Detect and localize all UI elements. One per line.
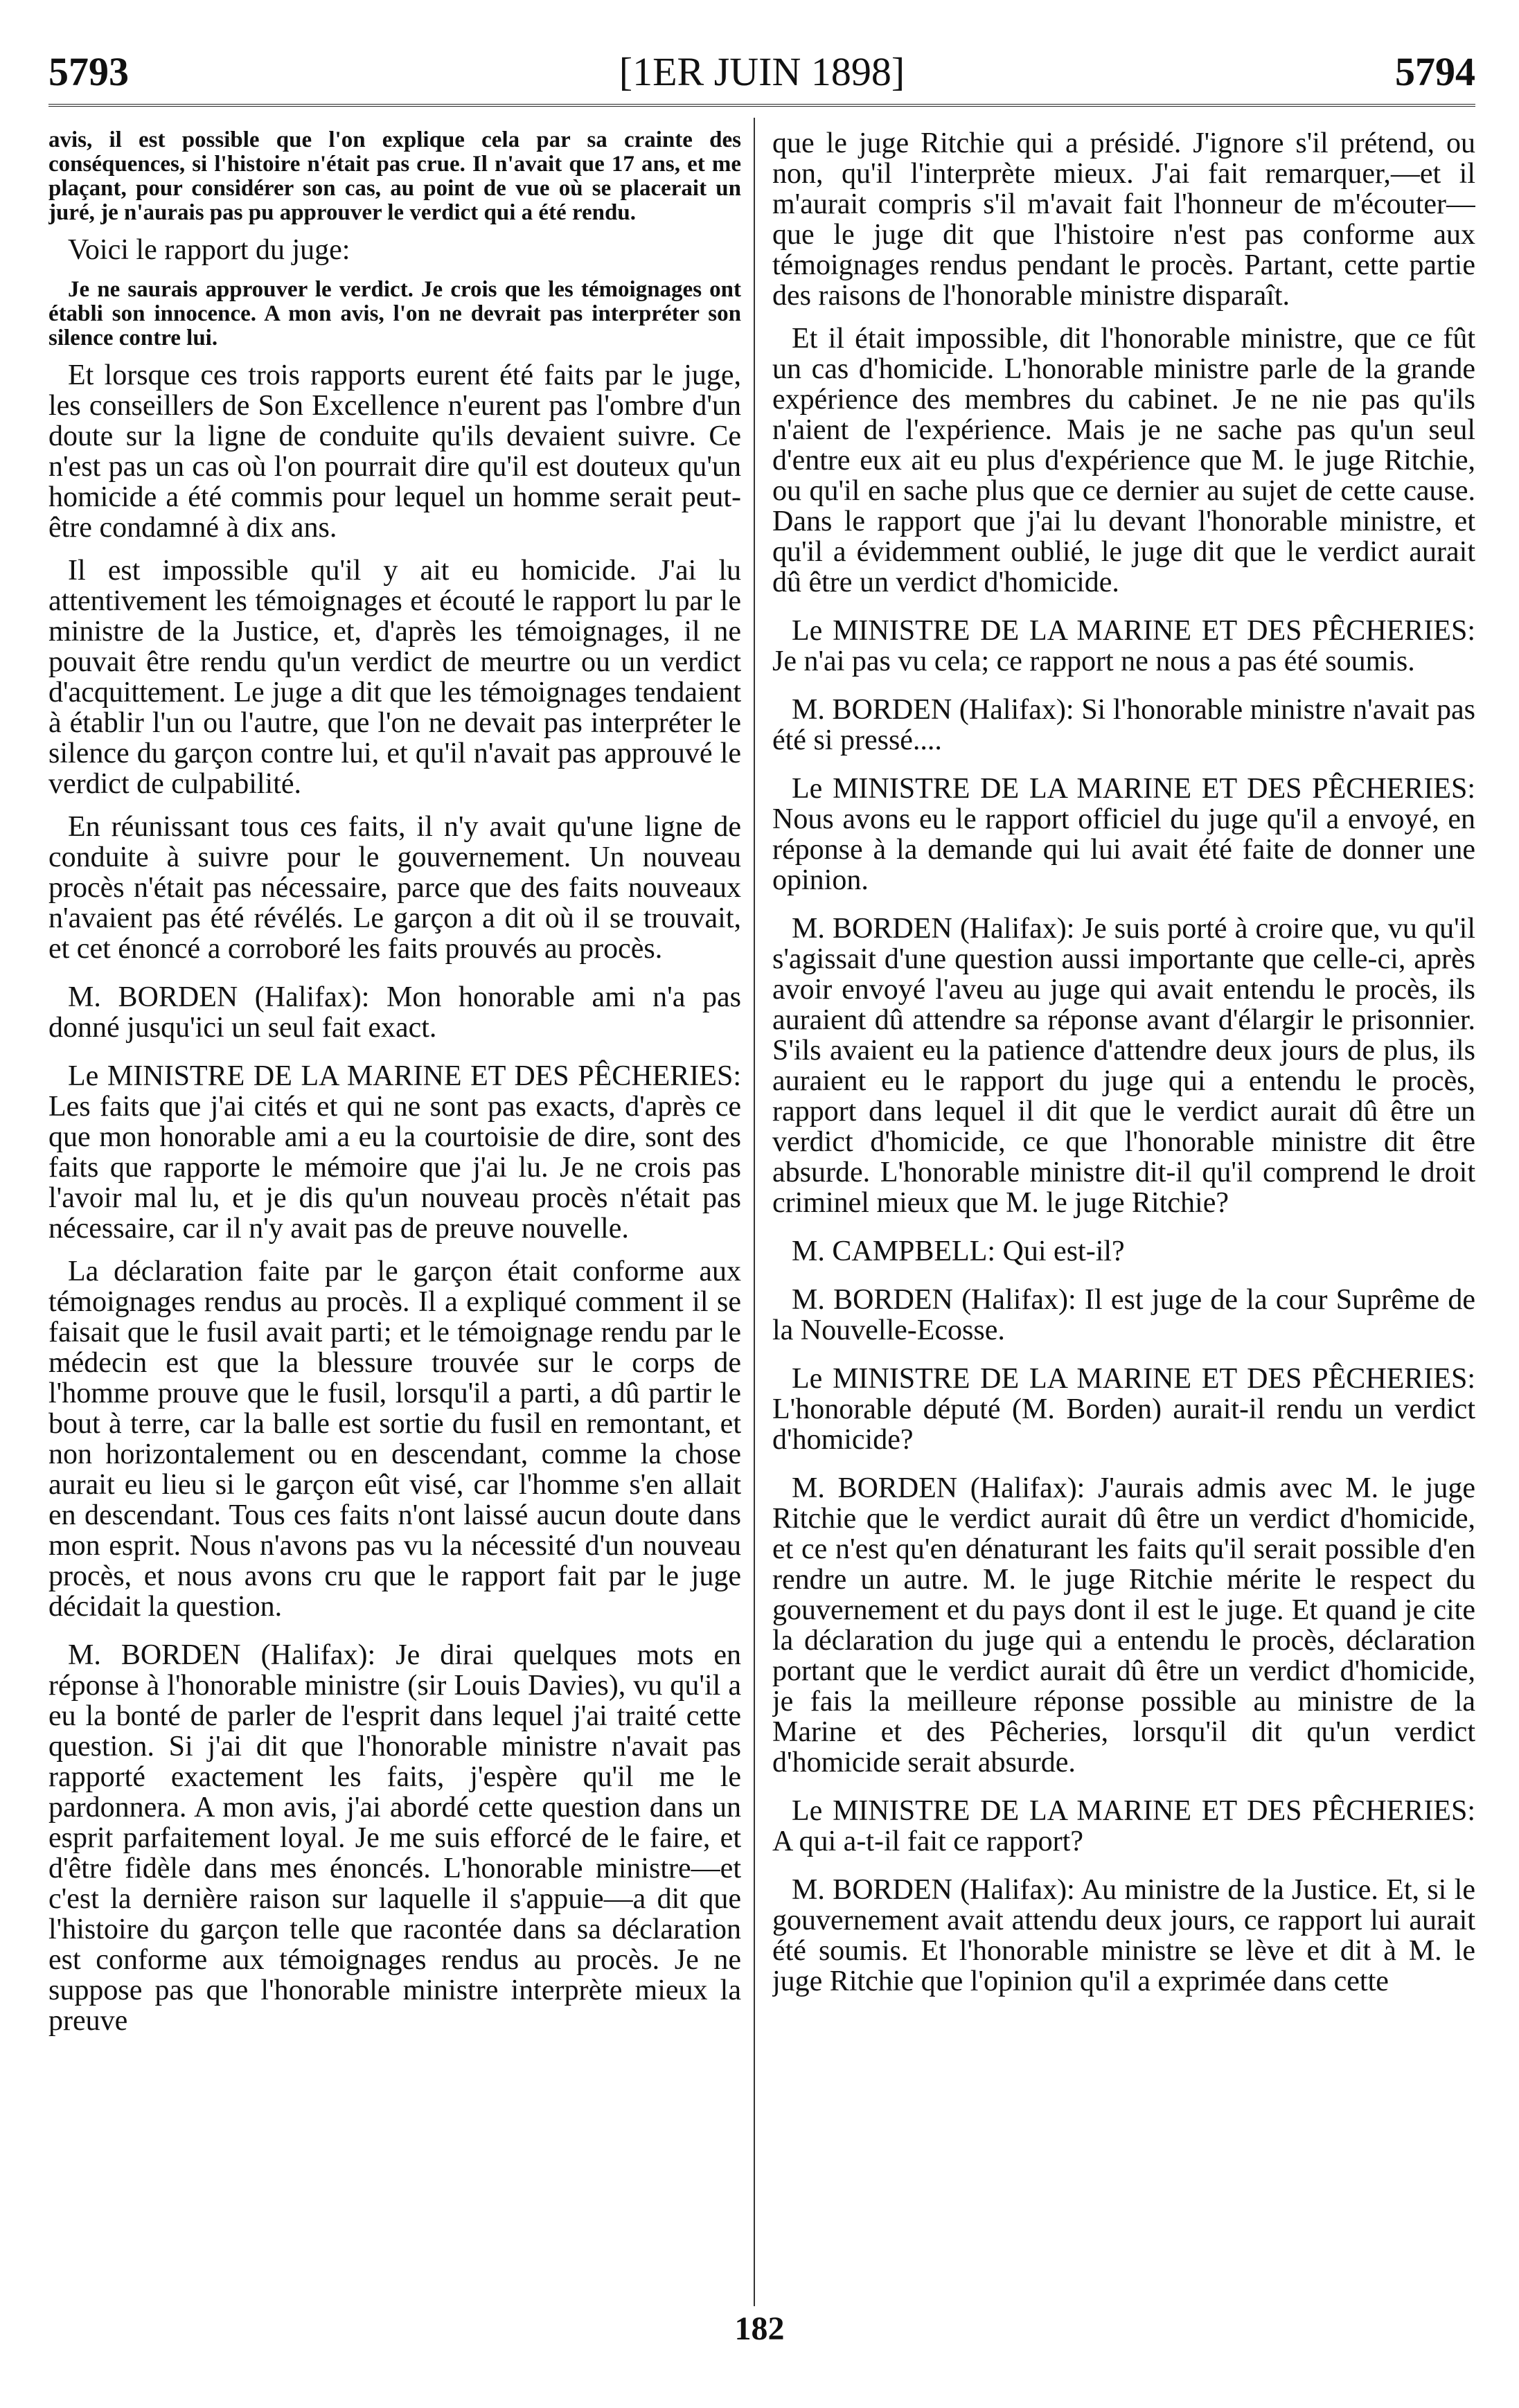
header-rule xyxy=(48,104,1475,107)
paragraph: Et lorsque ces trois rapports eurent été faits par le juge, les conseillers de Son Excellence n'eurent pas l'ombre d'un doute sur la ligne de conduite qu'ils devaient suivre. Ce n'est pas un cas où l'on pourrait dire qu'il est douteux qu'un homicide a été commis pour lequel un homme serait peut-être condamné à dix ans. xyxy=(48,359,741,544)
speaker-name: Le MINISTRE DE LA MARINE ET DES PÊCHERIES: xyxy=(792,615,1475,647)
speech-text: J'aurais admis avec M. le juge Ritchie que le verdict aurait dû être un verdict d'homicide, et ce n'est qu'en dénaturant les faits qu'il serait possible d'en rendre un autre. M. le juge Ritchie mérite le respect du gouvernement et du pays dont il est le juge. Et quand je cite la déclaration du juge qui a entendu le procès, déclaration portant que le verdict aurait dû être un verdict d'homicide, je fais la meilleure réponse possible au ministre de la Marine et des Pêcheries, lorsqu'il dit qu'un verdict d'homicide serait absurde. xyxy=(772,1472,1475,1778)
speech-text: Les faits que j'ai cités et qui ne sont pas exacts, d'après ce que mon honorable ami a eu la courtoisie de dire, sont des faits que rapporte le mémoire que j'ai lu. Je ne crois pas l'avoir mal lu, et je dis qu'un nouveau procès n'était pas nécessaire, car il n'y avait pas de preuve nouvelle. xyxy=(48,1091,741,1245)
paragraph: La déclaration faite par le garçon était conforme aux témoignages rendus au procès. Il a expliqué comment il se faisait que le fusil avait parti; et le témoignage rendu par le médecin est que la blessure trouvée sur le corps de l'homme prouve que le fusil, lorsqu'il a parti, a dû partir le bout à terre, car la balle est sortie du fusil en remontant, et non horizontalement ou en descendant, comme la chose aurait eu lieu si le garçon eût visé, car l'homme s'en allait en descendant. Tous ces faits n'ont laissé aucun doute dans mon esprit. Nous n'avons pas vu la nécessité d'un nouveau procès, et nous avons cru que le rapport fait par le juge décidait la question. xyxy=(48,1256,741,1623)
speaker-name: M. CAMPBELL: xyxy=(792,1236,996,1267)
speech-paragraph xyxy=(772,1285,1475,1346)
speech-paragraph xyxy=(772,1875,1475,1997)
speech-paragraph xyxy=(48,1640,741,2036)
speaker-name: M. BORDEN (Halifax): xyxy=(792,1874,1075,1906)
small-print-paragraph: avis, il est possible que l'on explique cela par sa crainte des conséquences, si l'histoire n'était pas crue. Il n'avait que 17 ans, et me plaçant, pour considérer son cas, au point de vue où se placerait un juré, je n'aurais pas pu approuver le verdict qui a été rendu. xyxy=(48,128,741,225)
left-column xyxy=(48,128,741,2310)
speech-text: Il est juge de la cour Suprême de la Nouvelle-Ecosse. xyxy=(772,1284,1475,1346)
paragraph: Voici le rapport du juge: xyxy=(68,234,350,266)
paragraph: que le juge Ritchie qui a présidé. J'ignore s'il prétend, ou non, qu'il l'interprète mieux. J'ai fait remarquer,—et il m'aurait compris s'il m'avait fait l'honneur de m'écouter—que le juge dit que l'histoire n'est pas conforme aux témoignages rendus pendant le procès. Partant, cette partie des raisons de l'honorable ministre disparaît. xyxy=(772,128,1475,312)
speaker-name: M. BORDEN (Halifax): xyxy=(792,1472,1085,1504)
column-divider xyxy=(754,118,755,2306)
speech-paragraph xyxy=(48,982,741,1043)
speech-text: Mon honorable ami n'a pas donné jusqu'ici un seul fait exact. xyxy=(48,981,741,1044)
speech-text: Je n'ai pas vu cela; ce rapport ne nous a pas été soumis. xyxy=(772,645,1415,677)
speech-text: Si l'honorable ministre n'avait pas été si pressé.... xyxy=(772,694,1475,756)
speaker-name: M. BORDEN (Halifax): xyxy=(792,913,1075,945)
right-column xyxy=(772,128,1475,2310)
paragraph: En réunissant tous ces faits, il n'y avait qu'une ligne de conduite à suivre pour le gouvernement. Un nouveau procès n'était pas nécessaire, parce que des faits nouveaux n'avaient pas été révélés. Le garçon a dit où il se trouvait, et cet énoncé a corroboré les faits prouvés au procès. xyxy=(48,811,741,965)
paragraph: Et il était impossible, dit l'honorable ministre, que ce fût un cas d'homicide. L'honorable ministre parle de la grande expérience des membres du cabinet. Je ne nie pas qu'ils n'aient de l'expérience. Mais je ne sache pas qu'un seul d'entre eux ait eu plus d'expérience que M. le juge Ritchie, ou qu'il en sache plus que ce dernier au sujet de cette cause. Dans le rapport que j'ai lu devant l'honorable ministre, et qu'il a évidemment oublié, le juge dit que le verdict aurait dû être un verdict d'homicide. xyxy=(772,323,1475,598)
speech-text: Je dirai quelques mots en réponse à l'honorable ministre (sir Louis Davies), vu qu'il a eu la bonté de parler de l'esprit dans lequel j'ai traité cette question. Si j'ai dit que l'honorable ministre n'avait pas rapporté exactement les faits, j'espère qu'il me le pardonnera. A mon avis, j'ai abordé cette question dans un esprit parfaitement loyal. Je me suis efforcé de le faire, et d'être fidèle dans mes énoncés. L'honorable ministre—et c'est la dernière raison sur laquelle il s'appuie—a dit que l'histoire du garçon telle que racontée dans sa déclaration est conforme aux témoignages rendus au procès. Je ne suppose pas que l'honorable ministre interprète mieux la preuve xyxy=(48,1639,741,2037)
speaker-name: Le MINISTRE DE LA MARINE ET DES PÊCHERIES: xyxy=(792,1363,1475,1395)
speech-paragraph xyxy=(48,1061,741,1244)
speech-paragraph xyxy=(772,1473,1475,1778)
speech-paragraph xyxy=(772,1364,1475,1455)
quoted-report: Je ne saurais approuver le verdict. Je crois que les témoignages ont établi son innocence. A mon avis, l'on ne devrait pas interpréter son silence contre lui. xyxy=(48,277,741,350)
speaker-name: M. BORDEN (Halifax): xyxy=(68,981,370,1013)
speech-paragraph xyxy=(772,1236,1475,1267)
speech-paragraph xyxy=(772,913,1475,1218)
speaker-name: Le MINISTRE DE LA MARINE ET DES PÊCHERIES: xyxy=(68,1060,741,1092)
page-header xyxy=(48,42,1475,104)
speech-paragraph xyxy=(772,1796,1475,1857)
paragraph: Il est impossible qu'il y ait eu homicide. J'ai lu attentivement les témoignages et écouté le rapport lu par le ministre de la Justice, et, d'après les témoignages, il ne pouvait être rendu qu'un verdict de meurtre ou un verdict d'acquittement. Le juge a dit que les témoignages tendaient à établir l'un ou l'autre, que l'on ne devait pas interpréter le silence du garçon contre lui, et qu'il n'avait pas approuvé le verdict de culpabilité. xyxy=(48,555,741,800)
left-page-number: 5793 xyxy=(48,49,129,94)
speaker-name: M. BORDEN (Halifax): xyxy=(792,1284,1076,1316)
speaker-name: Le MINISTRE DE LA MARINE ET DES PÊCHERIES: xyxy=(792,1795,1475,1827)
speech-text: A qui a-t-il fait ce rapport? xyxy=(772,1826,1083,1857)
footer-page-number: 182 xyxy=(734,2310,785,2347)
speaker-name: M. BORDEN (Halifax): xyxy=(792,694,1074,726)
speaker-name: M. BORDEN (Halifax): xyxy=(68,1639,376,1671)
speaker-name: Le MINISTRE DE LA MARINE ET DES PÊCHERIES: xyxy=(792,773,1475,805)
speech-text: Je suis porté à croire que, vu qu'il s'agissait d'une question aussi importante que celle-ci, après avoir envoyé l'aveu au juge qui avait entendu le procès, ils auraient dû attendre sa réponse avant d'élargir le prisonnier. S'ils avaient eu la patience d'attendre deux jours de plus, ils auraient eu le rapport du juge qui a entendu le procès, rapport dans lequel il dit que le verdict aurait dû être un verdict d'homicide, ce que l'honorable ministre dit être absurde. L'honorable ministre dit-il qu'il comprend le droit criminel mieux que M. le juge Ritchie? xyxy=(772,913,1475,1219)
speech-text: Nous avons eu le rapport officiel du juge qu'il a envoyé, en réponse à la demande qui lui avait été faite de donner une opinion. xyxy=(772,803,1475,896)
speech-text: Au ministre de la Justice. Et, si le gouvernement avait attendu deux jours, ce rapport lui aurait été soumis. Et l'honorable ministre se lève et dit à M. le juge Ritchie que l'opinion qu'il a exprimée dans cette xyxy=(772,1874,1475,1997)
right-page-number: 5794 xyxy=(1395,49,1475,94)
header-date: [1ER JUIN 1898] xyxy=(619,49,905,94)
speech-paragraph xyxy=(772,695,1475,756)
speech-text: Qui est-il? xyxy=(995,1236,1125,1267)
speech-paragraph xyxy=(772,616,1475,677)
speech-text: L'honorable député (M. Borden) aurait-il rendu un verdict d'homicide? xyxy=(772,1393,1475,1456)
speech-paragraph xyxy=(772,774,1475,895)
